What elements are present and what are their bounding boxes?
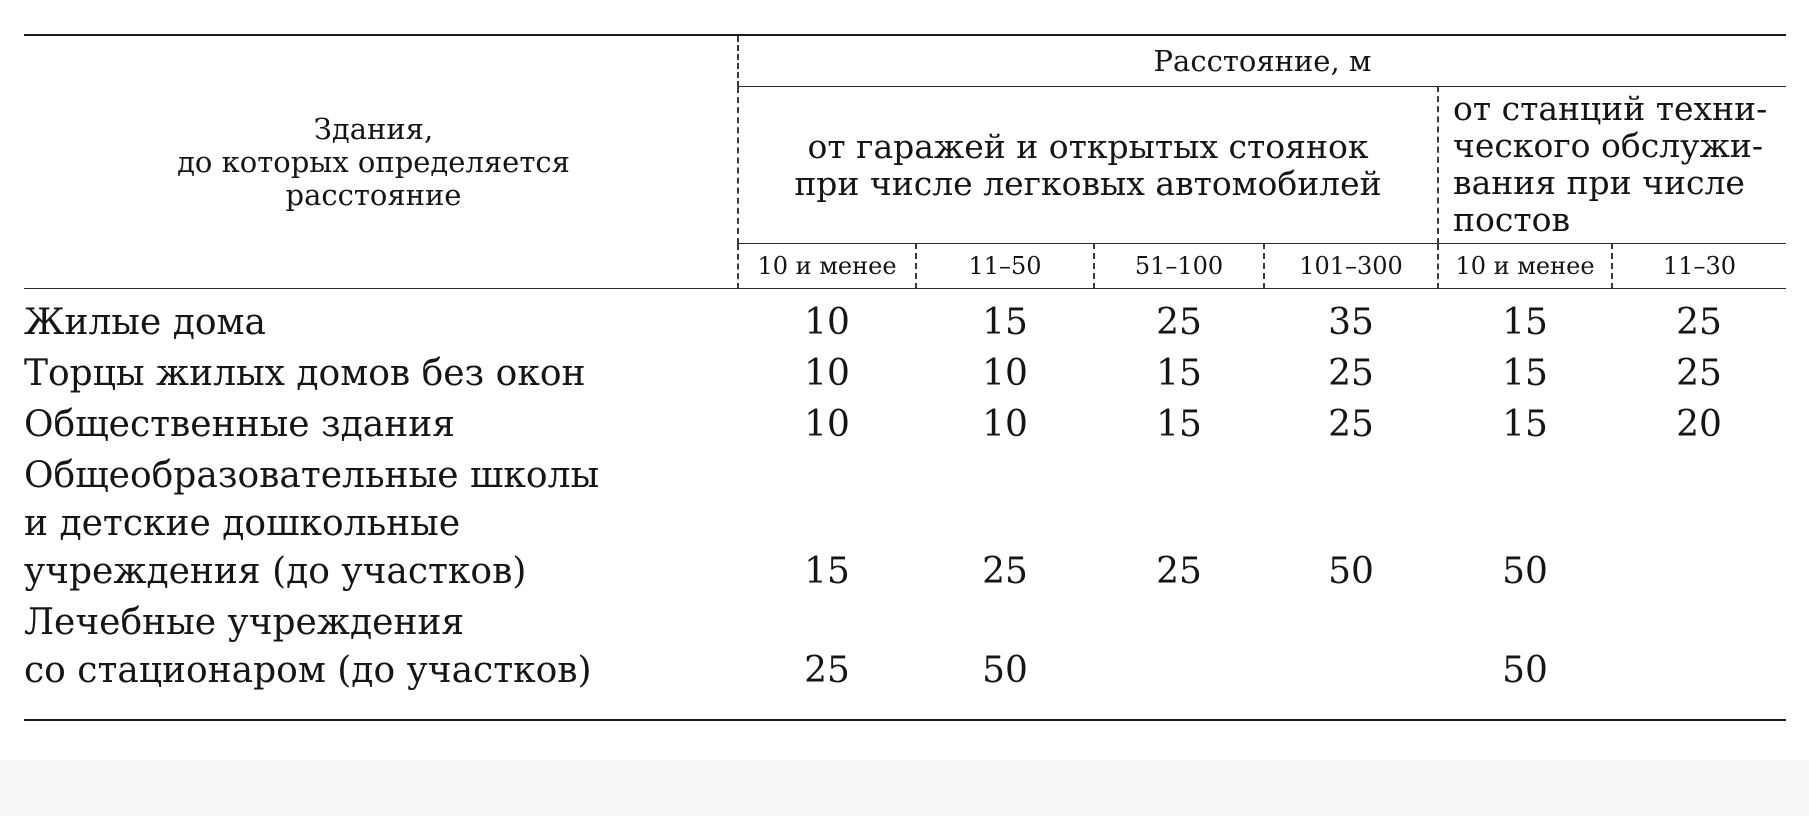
table-cell: 15 xyxy=(1502,404,1548,445)
table-cell: 10 xyxy=(804,404,850,445)
table-cell: 15 xyxy=(982,302,1028,343)
table-cell: 25 xyxy=(1676,302,1722,343)
table-cell: 50 xyxy=(1502,650,1548,691)
table-row xyxy=(24,452,1786,599)
table-cell: 25 xyxy=(1328,353,1374,394)
table-row xyxy=(24,350,1786,401)
table-cell: 15 xyxy=(1502,353,1548,394)
header-group-garages: от гаражей и открытых стоянок при числе легковых автомобилей xyxy=(738,87,1438,244)
table-cell: 25 xyxy=(1156,551,1202,592)
scan-margin xyxy=(0,760,1809,816)
table-cell: 50 xyxy=(1328,551,1374,592)
table-cell: 50 xyxy=(1502,551,1548,592)
table-cell: 25 xyxy=(982,551,1028,592)
table-cell: 20 xyxy=(1676,404,1722,445)
table-cell xyxy=(1264,599,1438,720)
table-cell: 25 xyxy=(804,650,850,691)
table-header xyxy=(24,35,1786,289)
table-cell: 10 xyxy=(982,404,1028,445)
table-cell: 15 xyxy=(804,551,850,592)
table-cell: 25 xyxy=(1328,404,1374,445)
subcolumn-header: 10 и менее xyxy=(738,244,916,289)
table-cell xyxy=(1612,452,1786,599)
table-cell: 15 xyxy=(1156,404,1202,445)
table-cell: 25 xyxy=(1676,353,1722,394)
table-cell: 35 xyxy=(1328,302,1374,343)
subcolumn-header: 11–50 xyxy=(916,244,1094,289)
subcolumn-header: 51–100 xyxy=(1094,244,1264,289)
distance-table xyxy=(24,34,1786,721)
table-cell: 25 xyxy=(1156,302,1202,343)
subcolumn-header: 11–30 xyxy=(1612,244,1786,289)
table-body xyxy=(24,289,1786,721)
header-buildings: Здания, до которых определяется расстояние xyxy=(24,35,738,289)
table-cell xyxy=(1612,599,1786,720)
table-cell: 50 xyxy=(982,650,1028,691)
subcolumn-header: 101–300 xyxy=(1264,244,1438,289)
table-cell: 15 xyxy=(1502,302,1548,343)
row-label: Общественные здания xyxy=(24,404,455,445)
row-label: Жилые дома xyxy=(24,302,267,343)
row-label: Общеобразовательные школы и детские дошкольные учреждения (до участков) xyxy=(24,455,600,592)
row-label: Лечебные учреждения со стационаром (до участков) xyxy=(24,602,592,691)
table-cell xyxy=(1094,599,1264,720)
table-row xyxy=(24,289,1786,351)
table-cell: 15 xyxy=(1156,353,1202,394)
table-cell: 10 xyxy=(982,353,1028,394)
row-label: Торцы жилых домов без окон xyxy=(24,353,586,394)
table-row xyxy=(24,401,1786,452)
table-row xyxy=(24,599,1786,720)
header-distance: Расстояние, м xyxy=(738,35,1786,87)
table-cell: 10 xyxy=(804,302,850,343)
header-group-service: от станций техни- ческого обслужи- вания при числе постов xyxy=(1438,87,1786,244)
subcolumn-header: 10 и менее xyxy=(1438,244,1612,289)
table-cell: 10 xyxy=(804,353,850,394)
